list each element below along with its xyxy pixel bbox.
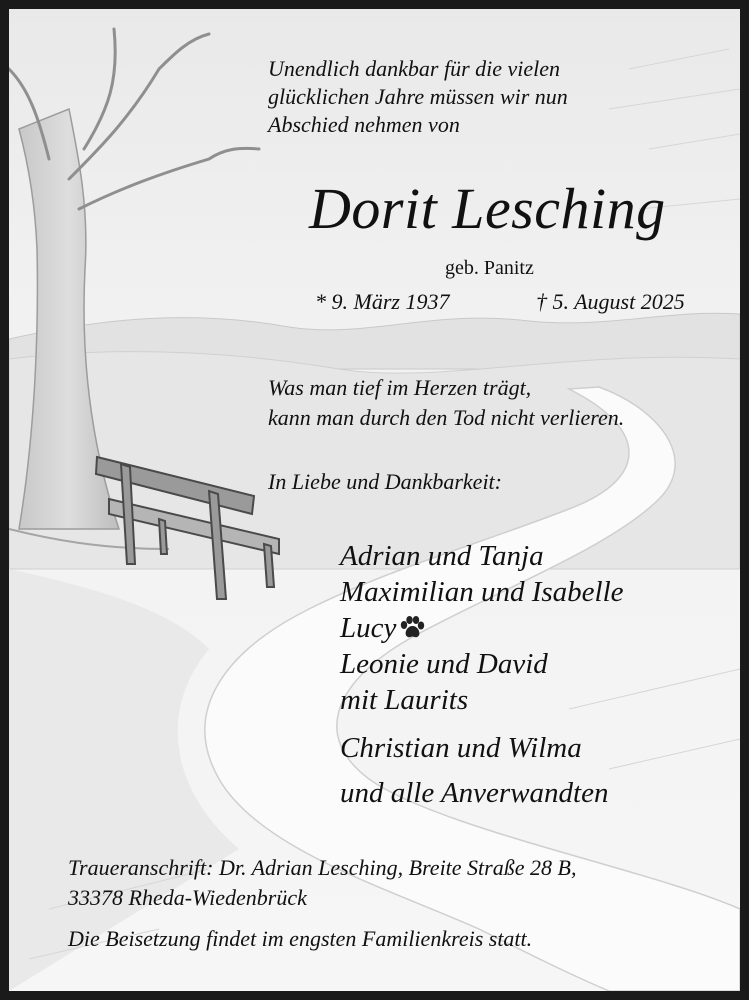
family-member-line: und alle Anverwandten	[340, 777, 609, 809]
deceased-name: Dorit Lesching	[309, 176, 666, 241]
intro-line: Unendlich dankbar für die vielen	[268, 56, 561, 81]
family-member-line: Leonie und David	[340, 648, 548, 680]
mourning-address	[68, 853, 576, 913]
family-member-line: Maximilian und Isabelle	[340, 576, 624, 608]
thanks-heading: In Liebe und Dankbarkeit:	[268, 469, 502, 494]
paw-print-icon	[398, 615, 426, 639]
family-member-line: Christian und Wilma	[340, 732, 582, 764]
address-line: 33378 Rheda-Wiedenbrück	[68, 885, 307, 910]
background-drawing	[9, 9, 740, 991]
family-member-line: Adrian und Tanja	[340, 540, 544, 572]
quote-line: Was man tief im Herzen trägt,	[268, 375, 532, 400]
intro-line: Abschied nehmen von	[268, 112, 460, 137]
quote	[268, 373, 624, 433]
maiden-name: geb. Panitz	[445, 257, 534, 279]
address-line: Traueranschrift: Dr. Adrian Lesching, Breite Straße 28 B,	[68, 855, 577, 880]
quote-line: kann man durch den Tod nicht verlieren.	[268, 405, 625, 430]
burial-note: Die Beisetzung findet im engsten Familienkreis statt.	[68, 926, 533, 951]
intro-line: glücklichen Jahre müssen wir nun	[268, 84, 568, 109]
family-member-line	[340, 610, 426, 646]
intro-text	[268, 55, 568, 139]
family-member-line: mit Laurits	[340, 684, 469, 716]
death-date: † 5. August 2025	[536, 289, 685, 314]
birth-date: * 9. März 1937	[315, 289, 450, 314]
family-member-name: Lucy	[340, 612, 397, 644]
